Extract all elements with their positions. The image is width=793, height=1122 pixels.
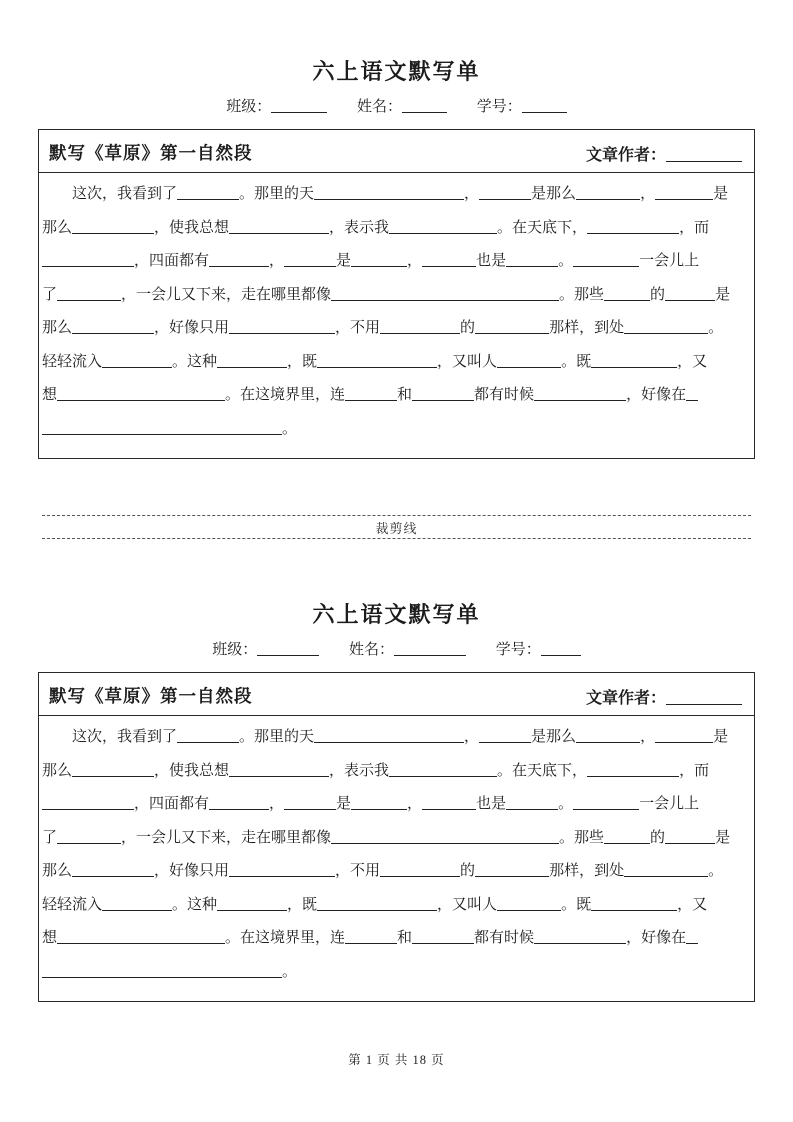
fill-blank <box>57 289 121 301</box>
student-id-blank <box>522 101 567 113</box>
text-run: 这次，我看到了 <box>72 729 178 745</box>
text-run: 都有时候 <box>474 387 535 403</box>
fill-blank <box>42 255 134 267</box>
dictation-line <box>42 755 748 789</box>
fill-blank <box>331 832 559 844</box>
fill-blank <box>604 832 650 844</box>
fill-blank <box>284 798 336 810</box>
text-run: 。 <box>558 796 574 812</box>
text-run: 。那里的天 <box>239 729 315 745</box>
fill-blank <box>665 289 715 301</box>
dictation-line <box>42 346 748 380</box>
fill-blank <box>177 731 239 743</box>
fill-blank <box>587 765 679 777</box>
class-field <box>212 642 319 658</box>
dictation-box-title: 默写《草原》第一自然段 <box>49 143 253 163</box>
text-run: 想 <box>42 387 58 403</box>
fill-blank <box>665 832 715 844</box>
dictation-box-title: 默写《草原》第一自然段 <box>49 686 253 706</box>
fill-blank <box>284 255 336 267</box>
fill-blank <box>686 932 698 944</box>
fill-blank <box>412 389 474 401</box>
fill-blank <box>479 731 531 743</box>
dictation-line <box>42 922 748 956</box>
text-run: ，不用 <box>335 863 381 879</box>
dictation-text <box>39 173 754 458</box>
fill-blank <box>591 356 677 368</box>
fill-blank <box>573 798 639 810</box>
text-run: 的 <box>650 286 666 303</box>
text-run: 是 <box>715 829 731 846</box>
fill-blank <box>479 188 531 200</box>
student-info-line <box>38 95 755 119</box>
text-run: 轻轻流入 <box>42 353 103 370</box>
text-run: ，一会儿又下来，走在哪里都像 <box>121 829 332 846</box>
dictation-line <box>42 178 748 212</box>
fill-blank <box>331 289 559 301</box>
fill-blank <box>587 222 679 234</box>
text-run: ，表示我 <box>329 762 390 779</box>
text-run: 那样，到处 <box>549 863 625 879</box>
text-run: ，又 <box>677 353 708 370</box>
class-label: 班级： <box>226 99 272 115</box>
fill-blank <box>655 188 713 200</box>
text-run: ， <box>640 186 656 202</box>
text-run: ，不用 <box>335 320 381 336</box>
text-run: ，而 <box>679 219 710 236</box>
author-field <box>586 685 742 708</box>
text-run: ，使我总想 <box>154 219 230 236</box>
class-label: 班级： <box>212 642 258 658</box>
fill-blank <box>229 765 329 777</box>
text-run: 。那里的天 <box>239 186 315 202</box>
sheet-title: 六上语文默写单 <box>312 602 481 627</box>
text-run: 那么 <box>42 320 73 336</box>
student-id-label: 学号： <box>495 642 541 658</box>
text-run: ，使我总想 <box>154 762 230 779</box>
fill-blank <box>576 188 640 200</box>
text-run: 。 <box>558 253 574 269</box>
text-run: 想 <box>42 930 58 946</box>
dictation-line <box>42 788 748 822</box>
fill-blank <box>229 322 335 334</box>
fill-blank <box>497 899 561 911</box>
text-run: 是 <box>713 729 729 745</box>
fill-blank <box>351 255 407 267</box>
fill-blank <box>345 389 397 401</box>
text-run: 是 <box>715 286 731 303</box>
text-run: 。在这境界里，连 <box>225 930 346 946</box>
name-label: 姓名： <box>348 642 394 658</box>
author-blank <box>666 150 742 162</box>
fill-blank <box>217 899 287 911</box>
text-run: 那样，到处 <box>549 320 625 336</box>
dictation-line <box>42 956 748 990</box>
text-run: 的 <box>650 829 666 846</box>
fill-blank <box>177 188 239 200</box>
text-run: 了 <box>42 286 58 303</box>
fill-blank <box>534 389 626 401</box>
class-field <box>226 99 327 115</box>
text-run: ，好像只用 <box>154 320 230 336</box>
dictation-line <box>42 379 748 413</box>
text-run: ，又叫人 <box>437 896 498 913</box>
text-run: 。在天底下， <box>497 762 588 779</box>
fill-blank <box>209 255 269 267</box>
page-footer: 第 1 页 共 18 页 <box>348 1053 445 1067</box>
author-label: 文章作者： <box>585 147 666 164</box>
fill-blank <box>422 255 476 267</box>
dictation-text <box>39 716 754 1001</box>
fill-blank <box>506 255 558 267</box>
text-run: ，表示我 <box>329 219 390 236</box>
class-blank <box>271 101 327 113</box>
dictation-line <box>42 212 748 246</box>
fill-blank <box>351 798 407 810</box>
text-run: ，好像只用 <box>154 863 230 879</box>
student-id-label: 学号： <box>476 99 522 115</box>
fill-blank <box>475 322 549 334</box>
text-run: 是 <box>713 186 729 202</box>
text-run: 这次，我看到了 <box>72 186 178 202</box>
fill-blank <box>624 322 708 334</box>
dictation-box <box>38 129 755 459</box>
fill-blank <box>42 798 134 810</box>
dictation-section-2 <box>38 539 755 1002</box>
fill-blank <box>591 899 677 911</box>
text-run: 都有时候 <box>474 930 535 946</box>
text-run: ， <box>407 253 423 269</box>
text-run: ，好像在 <box>626 387 687 403</box>
fill-blank <box>72 222 154 234</box>
sheet-title: 六上语文默写单 <box>312 59 481 84</box>
text-run: 。那些 <box>559 829 605 846</box>
fill-blank <box>57 932 225 944</box>
text-run: 。在这境界里，连 <box>225 387 346 403</box>
name-field <box>349 642 466 658</box>
text-run: 。既 <box>561 896 592 913</box>
fill-blank <box>317 356 437 368</box>
fill-blank <box>102 356 172 368</box>
text-run: ，好像在 <box>626 930 687 946</box>
text-run: ，又 <box>677 896 708 913</box>
student-info-line <box>38 638 755 662</box>
cut-line <box>42 515 751 539</box>
fill-blank <box>389 765 497 777</box>
name-blank <box>394 644 466 656</box>
dictation-line <box>42 822 748 856</box>
fill-blank <box>576 731 640 743</box>
fill-blank <box>380 322 460 334</box>
fill-blank <box>72 765 154 777</box>
text-run: 一会儿上 <box>639 253 700 269</box>
text-run: 是 <box>336 253 352 269</box>
text-run: 。既 <box>561 353 592 370</box>
fill-blank <box>314 731 464 743</box>
text-run: ， <box>407 796 423 812</box>
fill-blank <box>72 865 154 877</box>
fill-blank <box>102 899 172 911</box>
text-run: ，一会儿又下来，走在哪里都像 <box>121 286 332 303</box>
fill-blank <box>380 865 460 877</box>
fill-blank <box>686 389 698 401</box>
fill-blank <box>655 731 713 743</box>
fill-blank <box>229 222 329 234</box>
text-run: 。 <box>708 863 724 879</box>
dictation-line <box>42 279 748 313</box>
text-run: 的 <box>460 863 476 879</box>
student-id-field <box>477 99 567 115</box>
text-run: 的 <box>460 320 476 336</box>
fill-blank <box>42 423 282 435</box>
author-label: 文章作者： <box>585 690 666 707</box>
text-run: 。这种 <box>172 896 218 913</box>
author-field <box>586 142 742 165</box>
fill-blank <box>389 222 497 234</box>
dictation-line <box>42 855 748 889</box>
text-run: 和 <box>397 930 413 946</box>
dictation-box-header <box>39 130 754 173</box>
fill-blank <box>57 832 121 844</box>
student-id-blank <box>541 644 581 656</box>
text-run: 那么 <box>42 762 73 779</box>
fill-blank <box>573 255 639 267</box>
dictation-line <box>42 413 748 447</box>
text-run: 。 <box>708 320 724 336</box>
fill-blank <box>506 798 558 810</box>
text-run: 。那些 <box>559 286 605 303</box>
fill-blank <box>412 932 474 944</box>
text-run: 也是 <box>476 253 507 269</box>
fill-blank <box>57 389 225 401</box>
text-run: 。 <box>282 420 298 437</box>
text-run: ，既 <box>287 896 318 913</box>
text-run: ，既 <box>287 353 318 370</box>
text-run: 是那么 <box>531 729 577 745</box>
text-run: ，又叫人 <box>437 353 498 370</box>
text-run: 轻轻流入 <box>42 896 103 913</box>
text-run: 也是 <box>476 796 507 812</box>
dictation-line <box>42 889 748 923</box>
fill-blank <box>422 798 476 810</box>
name-blank <box>402 101 447 113</box>
dictation-line <box>42 721 748 755</box>
fill-blank <box>497 356 561 368</box>
class-blank <box>257 644 319 656</box>
text-run: 。这种 <box>172 353 218 370</box>
text-run: ，而 <box>679 762 710 779</box>
text-run: ， <box>269 253 285 269</box>
text-run: 是那么 <box>531 186 577 202</box>
fill-blank <box>217 356 287 368</box>
fill-blank <box>345 932 397 944</box>
fill-blank <box>229 865 335 877</box>
name-field <box>357 99 447 115</box>
text-run: 。在天底下， <box>497 219 588 236</box>
text-run: ， <box>269 796 285 812</box>
text-run: ， <box>640 729 656 745</box>
student-id-field <box>496 642 581 658</box>
text-run: 那么 <box>42 219 73 236</box>
text-run: 。 <box>282 963 298 980</box>
dictation-line <box>42 312 748 346</box>
text-run: ，四面都有 <box>134 253 210 269</box>
text-run: 和 <box>397 387 413 403</box>
fill-blank <box>42 966 282 978</box>
dictation-section-1 <box>38 0 755 459</box>
dictation-box <box>38 672 755 1002</box>
fill-blank <box>475 865 549 877</box>
text-run: 那么 <box>42 863 73 879</box>
author-blank <box>666 693 742 705</box>
text-run: ， <box>464 729 480 745</box>
dictation-box-header <box>39 673 754 716</box>
text-run: 是 <box>336 796 352 812</box>
fill-blank <box>72 322 154 334</box>
text-run: ，四面都有 <box>134 796 210 812</box>
fill-blank <box>604 289 650 301</box>
cut-line-label: 裁剪线 <box>375 521 418 536</box>
dictation-line <box>42 245 748 279</box>
fill-blank <box>624 865 708 877</box>
fill-blank <box>209 798 269 810</box>
text-run: 了 <box>42 829 58 846</box>
fill-blank <box>534 932 626 944</box>
name-label: 姓名： <box>356 99 402 115</box>
text-run: 一会儿上 <box>639 796 700 812</box>
fill-blank <box>317 899 437 911</box>
fill-blank <box>314 188 464 200</box>
text-run: ， <box>464 186 480 202</box>
